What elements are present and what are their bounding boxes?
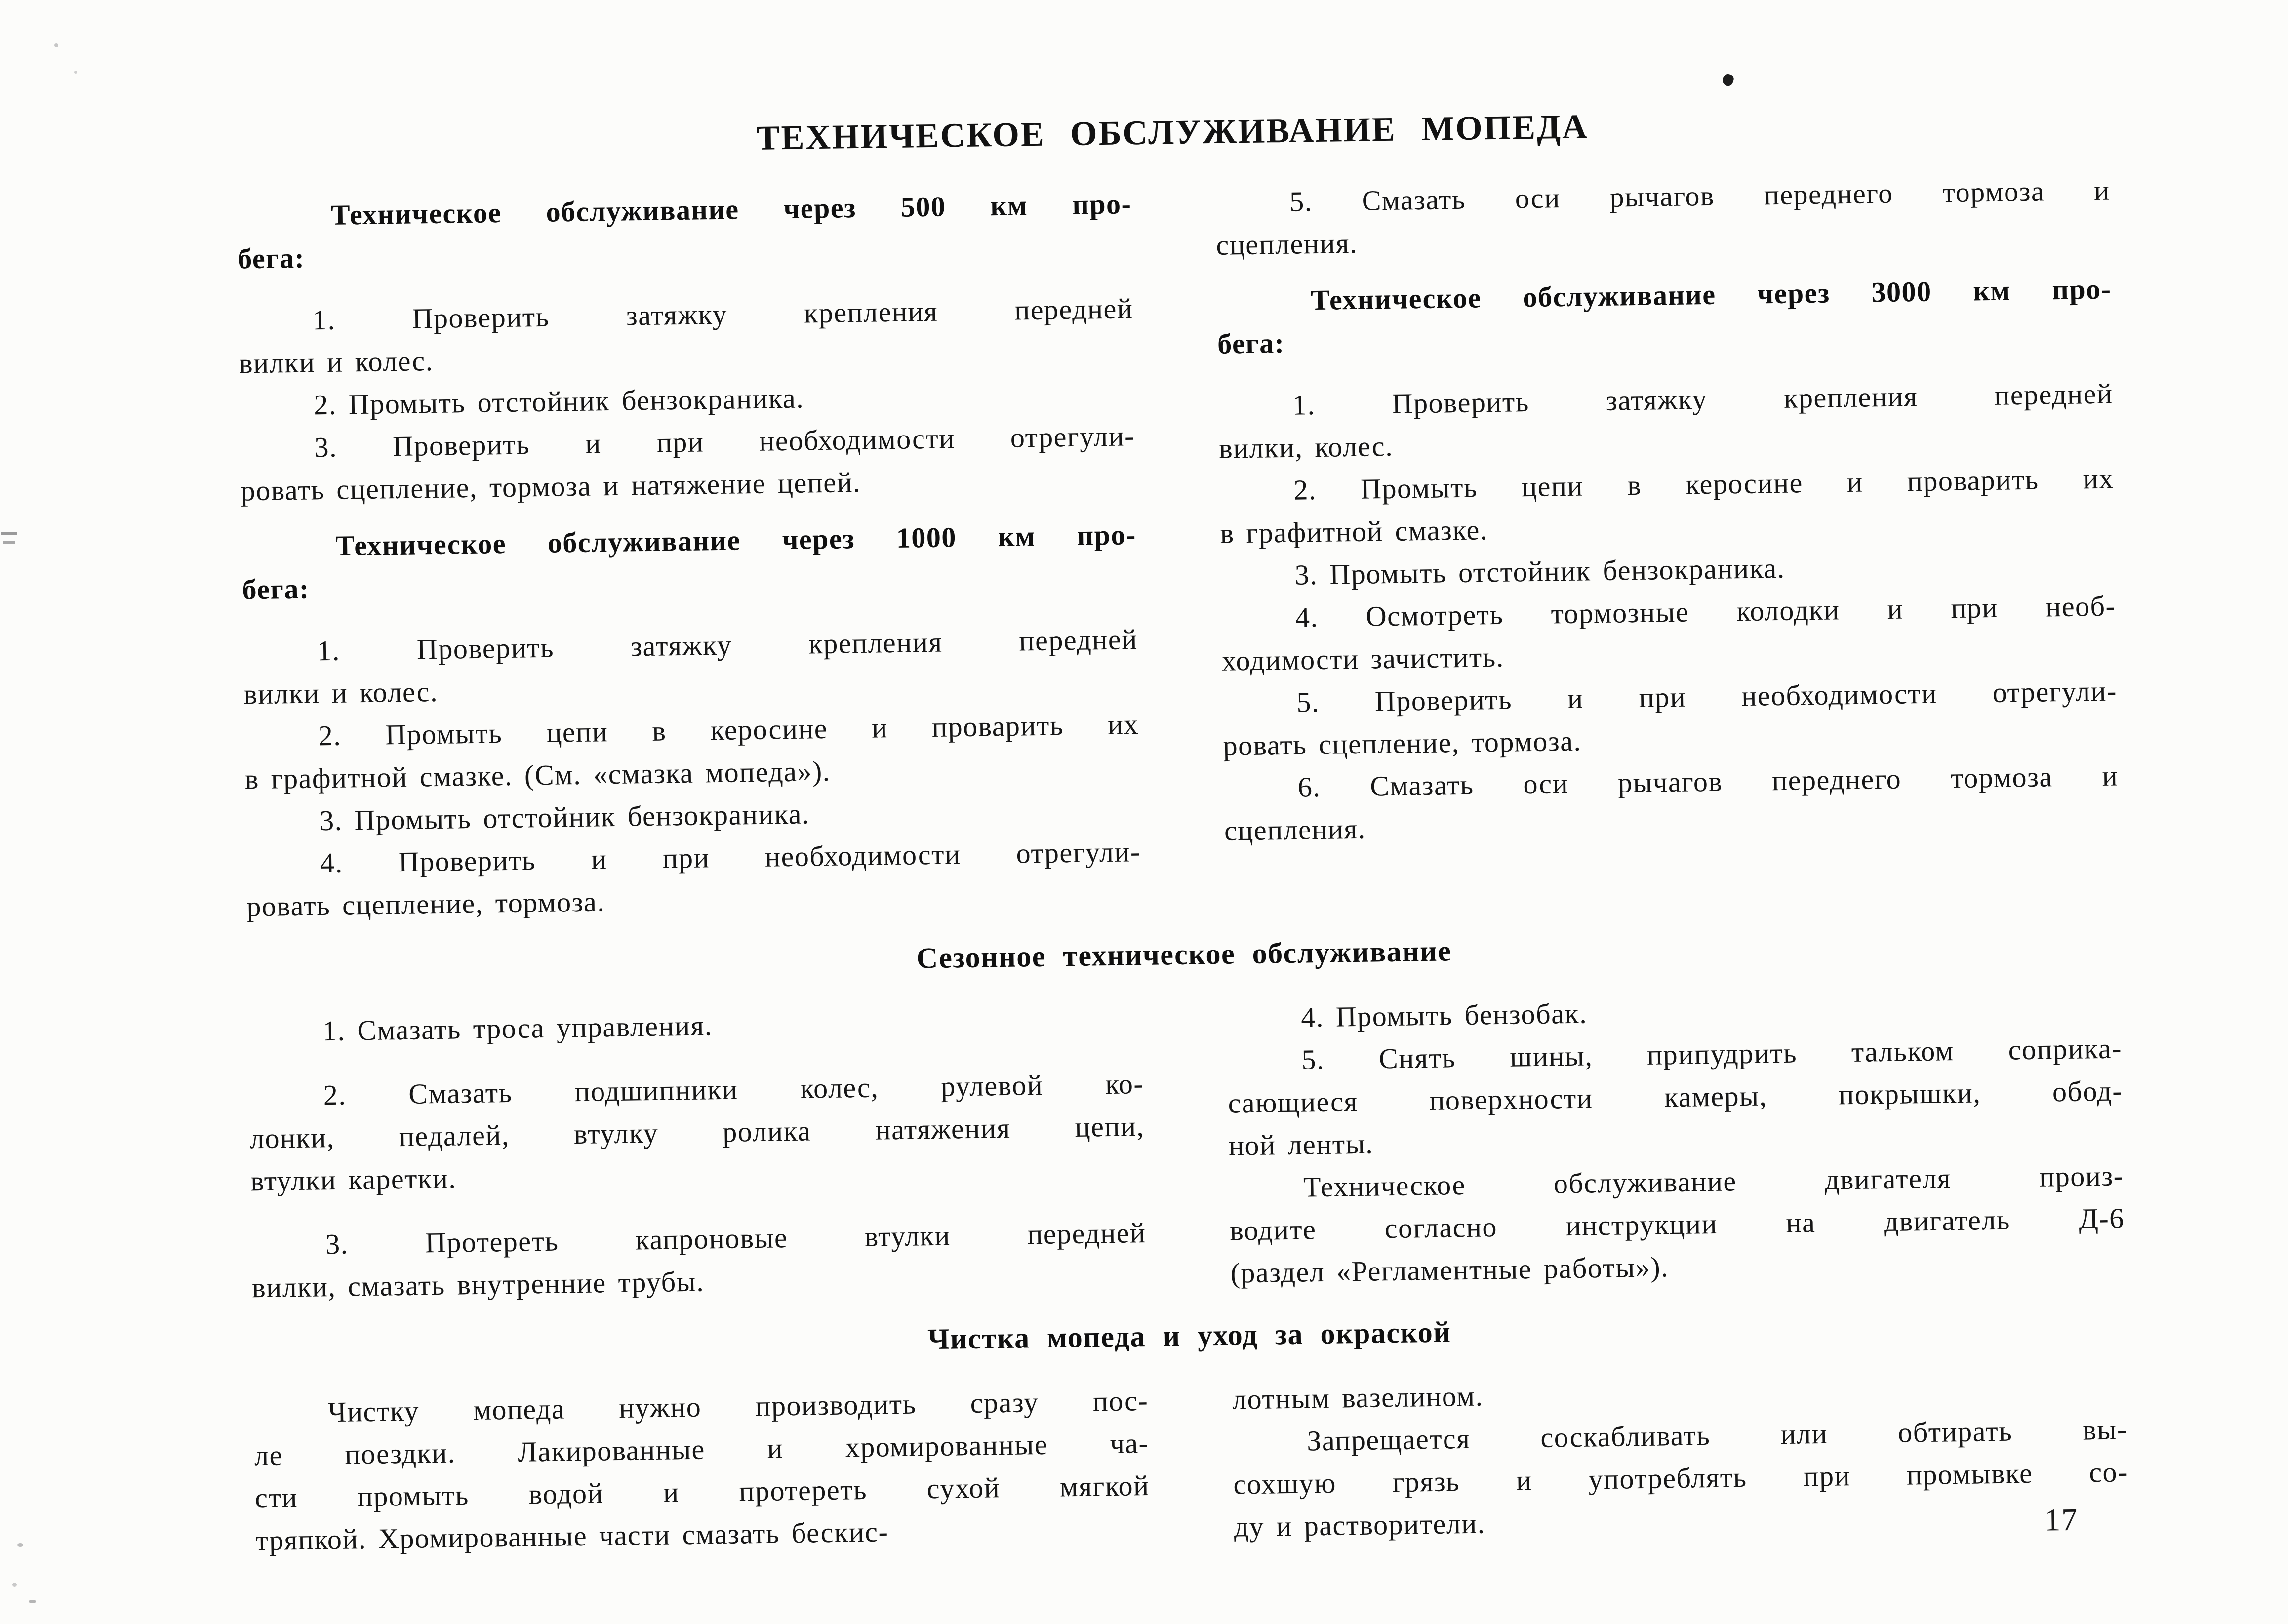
scan-artifact: [74, 71, 77, 74]
text-line: 1. Проверить затяжку крепления передней: [317, 623, 1138, 667]
heading-1000km: [241, 514, 1137, 611]
item-3000-5: [1222, 670, 2118, 767]
text-line: 1. Смазать троса управления.: [322, 1009, 713, 1047]
text-line: Чистку мопеда нужно производить сразу пос-: [327, 1384, 1149, 1428]
seasonal-heading: Сезонное техническое обслуживание: [916, 934, 1452, 975]
scan-artifact: [3, 541, 15, 544]
cleaning-left-column: [253, 1380, 1150, 1562]
text-line: 5. Проверить и при необходимости отрегули-: [1296, 674, 2118, 718]
text-line: Запрещается соскабливать или обтирать вы-: [1306, 1413, 2128, 1457]
cleaning-columns: [253, 1366, 2128, 1562]
cleaning-heading: Чистка мопеда и уход за окраской: [927, 1315, 1451, 1356]
text-line: втулки каретки.: [250, 1162, 457, 1197]
text-line: 5. Смазать оси рычагов переднего тормоза и: [1289, 174, 2111, 218]
main-right-column: [1215, 169, 2119, 852]
seasonal-item-3: [251, 1212, 1147, 1309]
text-line: тряпкой. Хромированные части смазать бескис-: [255, 1515, 889, 1557]
scan-artifact: [54, 43, 58, 47]
item-500-3: [240, 415, 1136, 512]
engine-maintenance-note: [1229, 1154, 2126, 1294]
heading-500km: [237, 183, 1132, 280]
text-line: бега:: [237, 241, 305, 275]
main-columns: [237, 169, 2120, 928]
text-line: ровать сцепление, тормоза.: [1223, 724, 1582, 762]
text-line: 1. Проверить затяжку крепления передней: [1292, 377, 2113, 421]
text-line: 5. Снять шины, припудрить тальком соприка-: [1301, 1032, 2123, 1076]
text-line: бега:: [1217, 326, 1285, 360]
text-line: 3. Промыть отстойник бензокраника.: [319, 797, 810, 837]
cleaning-right-column: [1232, 1366, 2129, 1548]
item-500-1: [238, 287, 1134, 385]
text-line: вилки и колес.: [243, 675, 439, 711]
text-line: сцепления.: [1216, 227, 1358, 261]
item-3000-2: [1219, 458, 2115, 555]
text-line: вилки и колес.: [239, 345, 434, 380]
page-title: ТЕХНИЧЕСКОЕ ОБСЛУЖИВАНИЕ МОПЕДА: [756, 108, 1589, 158]
text-line: ной ленты.: [1228, 1127, 1374, 1162]
seasonal-left-column: [248, 998, 1147, 1309]
seasonal-item-2: [249, 1063, 1145, 1202]
page-number: 17: [2044, 1502, 2079, 1538]
scan-artifact: [29, 1600, 36, 1603]
text-line: 3. Проверить и при необходимости отрегули-: [314, 420, 1135, 464]
text-line: Техническое обслуживание через 500 км про-: [330, 188, 1132, 231]
text-line: в графитной смазке. (См. «смазка мопеда»).: [244, 754, 831, 795]
text-line: сти промыть водой и протереть сухой мягкой: [254, 1469, 1150, 1514]
heading-3000km: [1216, 268, 2112, 365]
text-line: 2. Промыть отстойник бензокраника.: [313, 382, 804, 421]
scan-artifact: [1, 532, 17, 535]
text-line: 3. Протереть капроновые втулки передней: [325, 1217, 1146, 1261]
text-line: сцепления.: [1224, 812, 1366, 847]
text-line: 4. Осмотреть тормозные колодки и при необ-: [1295, 590, 2116, 634]
text-line: (раздел «Регламентные работы»).: [1230, 1251, 1669, 1289]
text-line: Техническое обслуживание через 3000 км про-: [1310, 273, 2112, 317]
item-3000-4: [1221, 585, 2117, 682]
text-line: Техническое обслуживание двигателя произ-: [1303, 1159, 2124, 1203]
text-line: 1. Проверить затяжку крепления передней: [312, 292, 1133, 336]
text-line: сохшую грязь и употреблять при промывке со-: [1233, 1456, 2128, 1501]
item-1000-4: [246, 831, 1142, 928]
text-line: ровать сцепление, тормоза и натяжение цепей.: [241, 466, 861, 507]
text-line: 2. Смазать подшипники колес, рулевой ко-: [323, 1068, 1144, 1111]
cleaning-paragraph: [253, 1380, 1150, 1562]
item-3000-6: [1223, 754, 2119, 852]
item-3000-1: [1218, 373, 2114, 470]
text-line: ровать сцепление, тормоза.: [246, 885, 605, 923]
cleaning-warning-paragraph: [1233, 1408, 2129, 1548]
text-line: ходимости зачистить.: [1221, 640, 1505, 677]
text-line: сающиеся поверхности камеры, покрышки, обод-: [1228, 1074, 2123, 1119]
text-line: ле поездки. Лакированные и хромированные ча-: [254, 1426, 1149, 1472]
text-line: в графитной смазке.: [1220, 514, 1488, 550]
text-line: 2. Промыть цепи в керосине и проварить их: [318, 708, 1139, 752]
text-line: 3. Промыть отстойник бензокраника.: [1294, 552, 1785, 591]
scan-artifact: [17, 1543, 23, 1547]
seasonal-right-column: [1227, 985, 2126, 1294]
text-line: лотным вазелином.: [1232, 1380, 1484, 1416]
seasonal-item-5: [1227, 1027, 2124, 1167]
text-line: водите согласно инструкции на двигатель Д-6: [1229, 1202, 2125, 1247]
seasonal-columns: [248, 985, 2125, 1309]
text-line: лонки, педалей, втулку ролика натяжения цепи,: [249, 1110, 1145, 1155]
text-line: 4. Проверить и при необходимости отрегули-: [320, 835, 1141, 879]
text-line: вилки, смазать внутренние трубы.: [251, 1265, 705, 1304]
item-carryover-5: [1215, 169, 2111, 267]
scan-artifact: [12, 1583, 17, 1587]
text-line: 6. Смазать оси рычагов переднего тормоза и: [1297, 759, 2119, 803]
text-line: 2. Промыть цепи в керосине и проварить их: [1293, 462, 2115, 506]
text-line: 4. Промыть бензобак.: [1300, 997, 1588, 1033]
text-line: Техническое обслуживание через 1000 км про-: [335, 518, 1137, 562]
main-left-column: [237, 183, 1141, 928]
text-line: бега:: [242, 572, 310, 606]
text-line: вилки, колес.: [1218, 430, 1394, 465]
item-1000-1: [243, 618, 1139, 715]
text-line: ду и растворители.: [1234, 1507, 1486, 1543]
seasonal-item-1: [248, 998, 1143, 1053]
item-1000-2: [244, 703, 1140, 800]
